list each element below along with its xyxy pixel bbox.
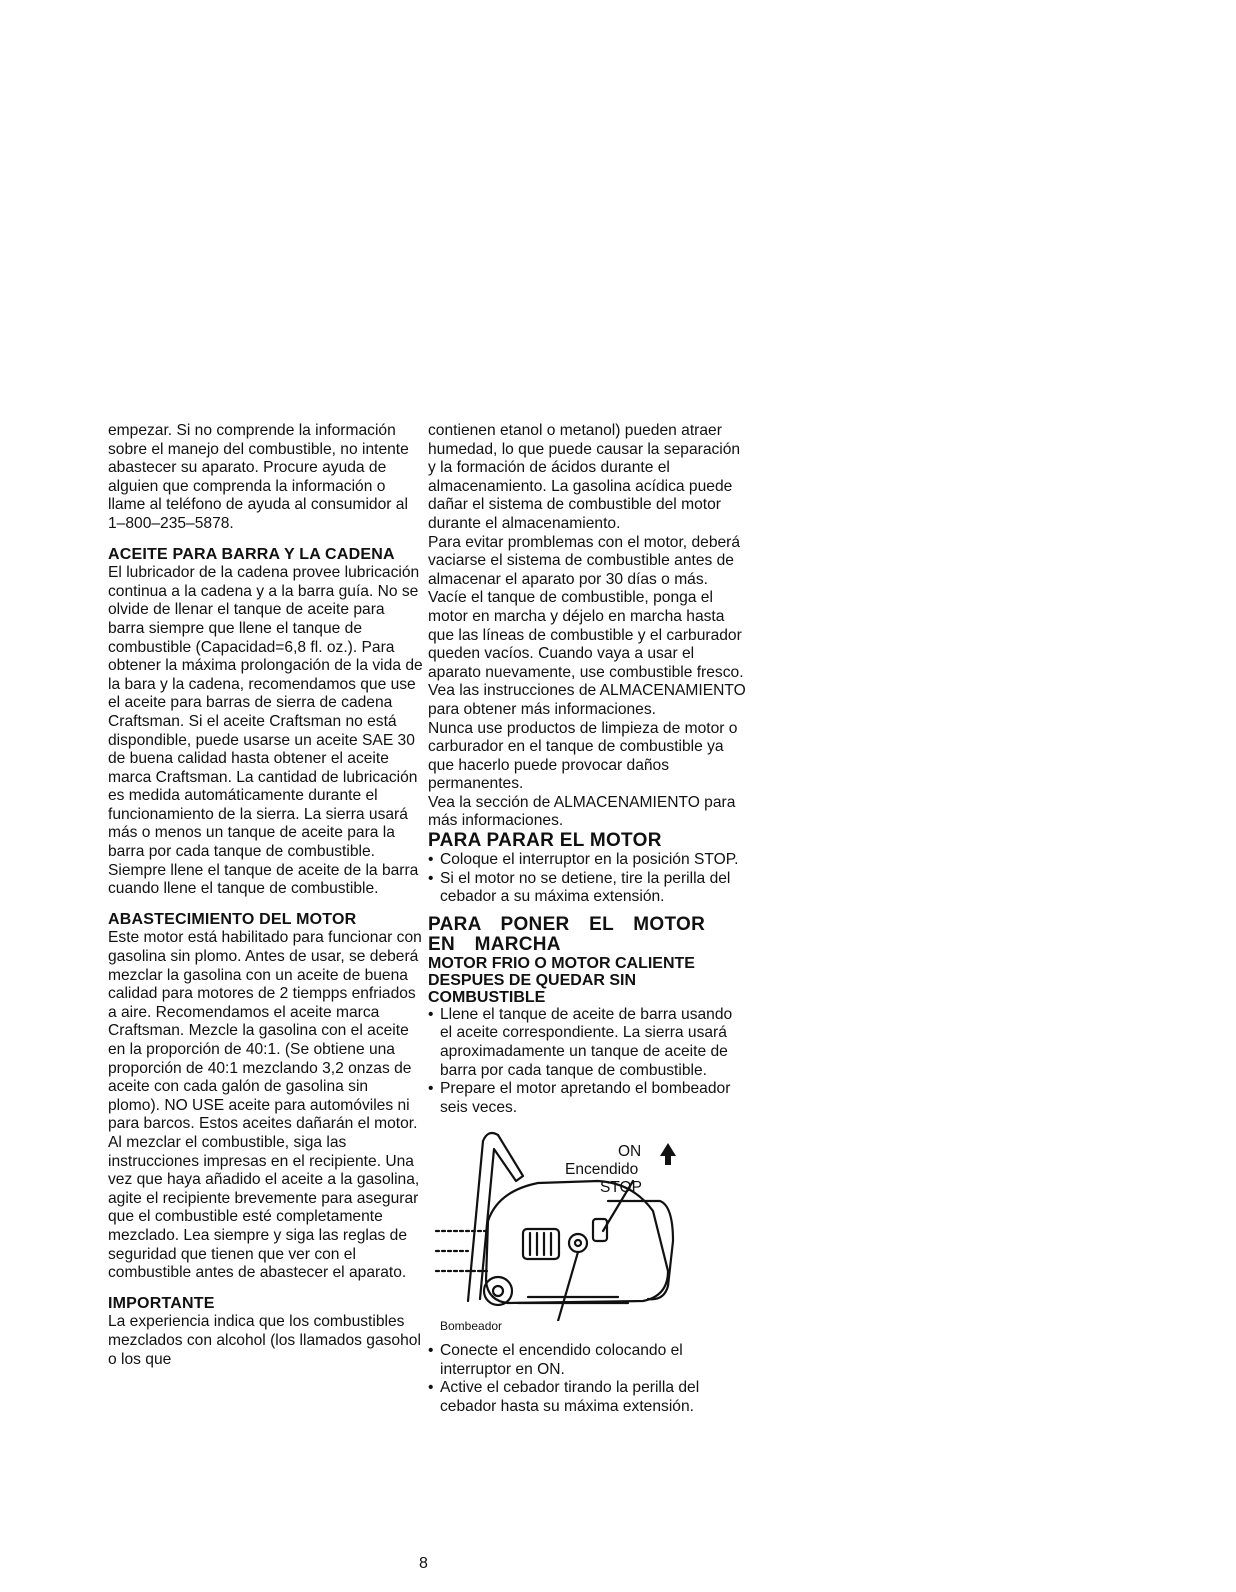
important-heading: IMPORTANTE [108,1294,215,1312]
list-item: • Conecte el encendido colocando el interruptor en ON. [428,1342,748,1379]
fueling-text: Este motor está habilitado para funcionar con gasolina sin plomo. Antes de usar, se deberá mezclar la gasolina con un aceite de buena calidad para motores de 2 tiempps enfriados a aire. Recomendamos el aceite marca Craftsman. Mezcle la gasolina con el aceite en la proporción de 40:1. (Se obtiene una proporción de 40:1 mezclando 3,2 onzas de aceite con cada galón de gasolina sin plomo). NO USE aceite para automóviles ni para barcos. Estos aceites dañarán el motor. Al mezclar el combustible, siga las instrucciones impresas en el recipiente. Una vez que haya añadido el aceite a la gasolina, agite el recipiente brevemente para asegurar que el combustible esté completamente mezclado. Lea siempre y siga las reglas de seguridad que tienen que ver con el combustible antes de abastecer el aparato. [108,929,422,1282]
right-column [428,422,748,1416]
list-item: • Coloque el interruptor en la posición STOP. [428,851,748,870]
start-engine-heading: PARA PONER EL MOTOR EN MARCHA [428,913,706,955]
start-engine-subheading: MOTOR FRIO O MOTOR CALIENTE DESPUES DE QUEDAR SIN COMBUSTIBLE [428,954,695,1006]
list-item: • Prepare el motor apretando el bombeador seis veces. [428,1080,748,1117]
important-text: La experiencia indica que los combustibles mezclados con alcohol (los llamados gasohol o los que [108,1313,421,1368]
chainsaw-figure [428,1121,748,1321]
list-item: • Llene el tanque de aceite de barra usando el aceite correspondiente. La sierra usará aproximadamente un tanque de aceite de barra por cada tanque de combustible. [428,1006,748,1080]
intro-paragraph: empezar. Si no comprende la información sobre el manejo del combustible, no intente abastecer su aparato. Procure ayuda de alguien que comprenda la información o llame al teléfono de ayuda al consumidor al 1–800–235–5878. [108,422,409,532]
left-column [108,422,423,1369]
storage-reference-paragraph: Vea la sección de ALMACENAMIENTO para más informaciones. [428,793,736,830]
stop-engine-heading: PARA PARAR EL MOTOR [428,830,662,852]
figure-label-on: ON [618,1143,642,1161]
chainsaw-illustration [428,1121,748,1321]
final-steps-list [428,1342,748,1416]
storage-paragraph: Para evitar promblemas con el motor, deberá vaciarse el sistema de combustible antes de almacenar el aparato por 30 días o más. Vacíe el tanque de combustible, ponga el motor en marcha y déjelo en marcha hasta que las líneas de combustible y el carburador queden vacíos. Cuando vaya a usar el aparato nuevamente, use combustible fresco. Vea las instrucciones de ALMACENAMIENTO para obtener más informaciones. [428,533,746,718]
on-arrow-icon [660,1143,676,1165]
page-number: 8 [419,1555,428,1572]
fueling-heading: ABASTECIMIENTO DEL MOTOR [108,910,357,928]
bar-chain-oil-heading: ACEITE PARA BARRA Y LA CADENA [108,545,395,563]
figure-label-bombeador: Bombeador [440,1319,503,1334]
bar-chain-oil-text: El lubricador de la cadena provee lubricación continua a la cadena y a la barra guía. No se olvide de llenar el tanque de aceite para barra siempre que llene el tanque de combustible (Capacidad=6,8 fl. oz.). Para obtener la máxima prolongación de la vida de la bara y la cadena, recomendamos que use el aceite para barras de sierra de cadena Craftsman. Si el aceite Craftsman no está dispondible, puede usarse un aceite SAE 30 de buena calidad hasta obtener el aceite marca Craftsman. La cantidad de lubricación es medida automáticamente durante el funcionamiento de la sierra. La sierra usará más o menos un tanque de aceite para la barra por cada tanque de combustible. Siempre llene el tanque de aceite de la barra cuando llene el tanque de combustible. [108,564,423,898]
stop-engine-list [428,851,748,907]
continued-text: contienen etanol o metanol) pueden atraer humedad, lo que puede causar la separación y la formación de ácidos durante el almacenamiento. La gasolina acídica puede dañar el sistema de combustible del motor durante el almacenamiento. [428,422,741,532]
figure-label-encendido: Encendido [565,1161,639,1179]
figure-label-stop: STOP [600,1179,642,1197]
list-item: • Si el motor no se detiene, tire la perilla del cebador a su máxima extensión. [428,870,748,907]
cleaning-warning-paragraph: Nunca use productos de limpieza de motor o carburador en el tanque de combustible ya que hacerlo puede provocar daños permanentes. [428,719,738,793]
list-item: • Active el cebador tirando la perilla del cebador hasta su máxima extensión. [428,1379,748,1416]
start-engine-list [428,1006,748,1118]
